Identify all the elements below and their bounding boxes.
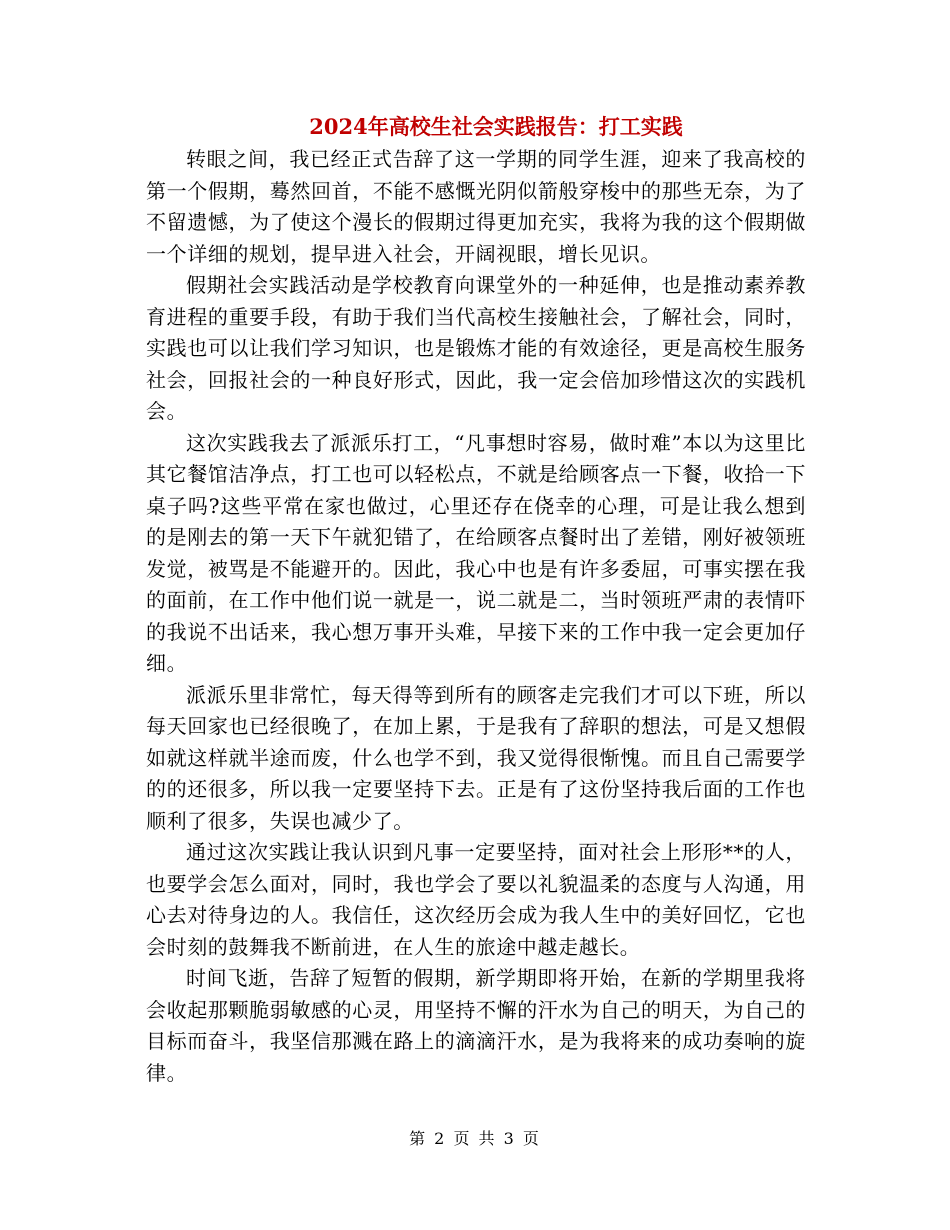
paragraph-6: 时间飞逝，告辞了短暂的假期，新学期即将开始，在新的学期里我将会收起那颗脆弱敏感的心灵，用坚持不懈的汗水为自己的明天，为自己的目标而奋斗，我坚信那溅在路上的滴滴汗水，是为我将来的成功奏响的旋律。 [146, 966, 806, 1085]
paragraph-4: 派派乐里非常忙，每天得等到所有的顾客走完我们才可以下班，所以每天回家也已经很晚了，在加上累，于是我有了辞职的想法，可是又想假如就这样就半途而废，什么也学不到，我又觉得很惭愧。而且自己需要学的的还很多，所以我一定要坚持下去。正是有了这份坚持我后面的工作也顺利了很多，失误也减少了。 [146, 682, 806, 833]
document-title: 2024年高校生社会实践报告：打工实践 [309, 114, 683, 139]
page-number-footer: 第 2 页 共 3 页 [409, 1129, 541, 1148]
paragraph-2: 假期社会实践活动是学校教育向课堂外的一种延伸，也是推动素养教育进程的重要手段，有助于我们当代高校生接触社会，了解社会，同时，实践也可以让我们学习知识，也是锻炼才能的有效途径，更是高校生服务社会，回报社会的一种良好形式，因此，我一定会倍加珍惜这次的实践机会。 [146, 273, 806, 423]
paragraph-1: 转眼之间，我已经正式告辞了这一学期的同学生涯，迎来了我高校的第一个假期，蓦然回首，不能不感慨光阴似箭般穿梭中的那些无奈，为了不留遗憾，为了使这个漫长的假期过得更加充实，我将为我的这个假期做一个详细的规划，提早进入社会，开阔视眼，增长见识。 [146, 147, 806, 266]
document-body [146, 110, 806, 1089]
paragraph-5: 通过这次实践让我认识到凡事一定要坚持，面对社会上形形**的人，也要学会怎么面对，同时，我也学会了要以礼貌温柔的态度与人沟通，用心去对待身边的人。我信任，这次经历会成为我人生中的美好回忆，它也会时刻的鼓舞我不断前进，在人生的旅途中越走越长。 [146, 840, 806, 959]
paragraph-3: 这次实践我去了派派乐打工，“凡事想时容易，做时难”本以为这里比其它餐馆洁净点，打工也可以轻松点，不就是给顾客点一下餐，收拾一下桌子吗?这些平常在家也做过，心里还存在侥幸的心理，可是让我么想到的是刚去的第一天下午就犯错了，在给顾客点餐时出了差错，刚好被领班发觉，被骂是不能避开的。因此，我心中也是有许多委屈，可事实摆在我的面前，在工作中他们说一就是一，说二就是二，当时领班严肃的表情吓的我说不出话来，我心想万事开头难，早接下来的工作中我一定会更加仔细。 [146, 430, 806, 675]
